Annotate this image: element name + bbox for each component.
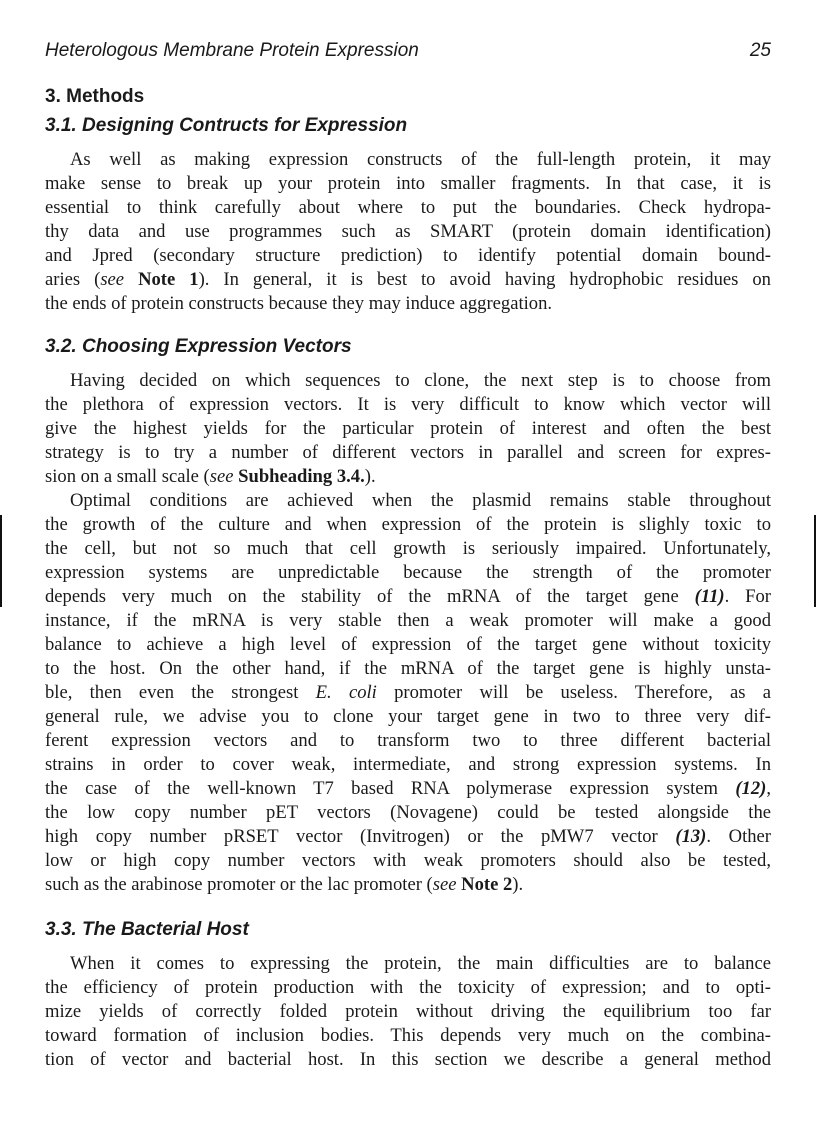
text-run: the low copy number pET vectors (Novagene) could be tested alongside the — [45, 802, 771, 823]
text-line — [45, 513, 771, 537]
text-run: the plethora of expression vectors. It is very difficult to know which vector will — [45, 394, 771, 415]
text-run: essential to think carefully about where to put the boundaries. Check hydropa- — [45, 197, 771, 218]
text-run: . Other — [706, 826, 771, 847]
text-line — [45, 777, 771, 801]
text-run: the ends of protein constructs because they may induce aggregation. — [45, 293, 553, 314]
text-run: instance, if the mRNA is very stable then a weak promoter will make a good — [45, 610, 771, 631]
text-line — [45, 268, 771, 292]
text-run: Optimal conditions are achieved when the plasmid remains stable throughout — [70, 490, 771, 511]
text-run: expression systems are unpredictable because the strength of the promoter — [45, 562, 771, 583]
emphasized-text: Note 2 — [461, 874, 513, 895]
emphasized-text: (13) — [675, 826, 707, 847]
text-run: and Jpred (secondary structure prediction) to identify potential domain bound- — [45, 245, 771, 266]
text-line — [45, 976, 771, 1000]
text-run: depends very much on the stability of the mRNA of the target gene — [45, 586, 695, 607]
text-line — [45, 633, 771, 657]
running-header — [45, 40, 771, 64]
text-line — [45, 681, 771, 705]
text-run: make sense to break up your protein into smaller fragments. In that case, it is — [45, 173, 771, 194]
text-run: ble, then even the strongest — [45, 682, 316, 703]
text-run: the cell, but not so much that cell growth is seriously impaired. Unfortunately, — [45, 538, 771, 559]
text-line — [45, 585, 771, 609]
running-title: Heterologous Membrane Protein Expression — [45, 40, 419, 61]
emphasized-text: see — [209, 466, 234, 487]
subheading-3-1: 3.1. Designing Contructs for Expression — [45, 115, 408, 136]
section-heading-methods: 3. Methods — [45, 86, 145, 107]
text-run: Having decided on which sequences to clone, the next step is to choose from — [70, 370, 771, 391]
text-line — [45, 1000, 771, 1024]
text-run: the growth of the culture and when expression of the protein is slighly toxic to — [45, 514, 771, 535]
emphasized-text: E. coli — [315, 682, 377, 703]
text-line — [45, 148, 771, 172]
text-line — [45, 1024, 771, 1048]
text-line — [45, 873, 771, 897]
text-line — [45, 172, 771, 196]
subheading-3-3: 3.3. The Bacterial Host — [45, 919, 249, 940]
text-run: the efficiency of protein production with the toxicity of expression; and to opti- — [45, 977, 771, 998]
text-line — [45, 220, 771, 244]
text-run: ). — [512, 874, 524, 895]
text-line — [45, 825, 771, 849]
emphasized-text: (11) — [694, 586, 725, 607]
paragraph-optimal-conditions — [45, 489, 771, 897]
text-run: sion on a small scale ( — [45, 466, 210, 487]
emphasized-text: Note 1 — [138, 269, 199, 290]
text-run: to the host. On the other hand, if the mRNA of the target gene is highly unsta- — [45, 658, 771, 679]
emphasized-text: (12) — [735, 778, 767, 799]
text-line — [45, 729, 771, 753]
text-line — [45, 369, 771, 393]
text-run: the case of the well-known T7 based RNA polymerase expression system — [45, 778, 736, 799]
text-run: . For — [724, 586, 771, 607]
text-line — [45, 292, 771, 316]
text-line — [45, 1048, 771, 1072]
text-line — [45, 489, 771, 513]
text-run: give the highest yields for the particular protein of interest and often the best — [45, 418, 771, 439]
emphasized-text: see — [100, 269, 125, 290]
text-line — [45, 417, 771, 441]
text-run: strains in order to cover weak, intermediate, and strong expression systems. In — [45, 754, 771, 775]
text-line — [45, 849, 771, 873]
text-run: aries ( — [45, 269, 101, 290]
text-run: promoter will be useless. Therefore, as a — [376, 682, 771, 703]
text-run: general rule, we advise you to clone your target gene in two to three very dif- — [45, 706, 771, 727]
text-line — [45, 465, 771, 489]
text-run: thy data and use programmes such as SMART (protein domain identification) — [45, 221, 771, 242]
text-run: mize yields of correctly folded protein without driving the equilibrium too far — [45, 1001, 771, 1022]
text-run — [124, 269, 138, 290]
text-line — [45, 801, 771, 825]
text-line — [45, 952, 771, 976]
subheading-3-2: 3.2. Choosing Expression Vectors — [45, 336, 352, 357]
text-line — [45, 537, 771, 561]
text-run: such as the arabinose promoter or the lac promoter ( — [45, 874, 433, 895]
text-run: strategy is to try a number of different vectors in parallel and screen for expres- — [45, 442, 771, 463]
paragraph-vectors-intro — [45, 369, 771, 489]
emphasized-text: see — [432, 874, 457, 895]
text-run: high copy number pRSET vector (Invitrogen) or the pMW7 vector — [45, 826, 676, 847]
text-line — [45, 244, 771, 268]
text-line — [45, 609, 771, 633]
text-run: low or high copy number vectors with weak promoters should also be tested, — [45, 850, 771, 871]
paragraph-constructs — [45, 148, 771, 316]
page-number: 25 — [749, 40, 771, 61]
text-run: As well as making expression constructs of the full-length protein, it may — [70, 149, 771, 170]
emphasized-text: Subheading 3.4. — [238, 466, 365, 487]
text-run: balance to achieve a high level of expression of the target gene without toxicity — [45, 634, 771, 655]
text-run: ). — [364, 466, 376, 487]
text-line — [45, 441, 771, 465]
text-run: toward formation of inclusion bodies. This depends very much on the combina- — [45, 1025, 771, 1046]
text-line — [45, 561, 771, 585]
text-line — [45, 753, 771, 777]
text-run: ferent expression vectors and to transform two to three different bacterial — [45, 730, 771, 751]
text-line — [45, 196, 771, 220]
text-run: tion of vector and bacterial host. In this section we describe a general method — [45, 1049, 771, 1070]
paragraph-bacterial-host — [45, 952, 771, 1072]
text-run: , — [766, 778, 771, 799]
margin-change-bar-left — [0, 515, 2, 607]
text-run: ). In general, it is best to avoid having hydrophobic residues on — [198, 269, 771, 290]
text-line — [45, 657, 771, 681]
text-line — [45, 393, 771, 417]
text-line — [45, 705, 771, 729]
text-run: When it comes to expressing the protein, the main difficulties are to balance — [70, 953, 771, 974]
